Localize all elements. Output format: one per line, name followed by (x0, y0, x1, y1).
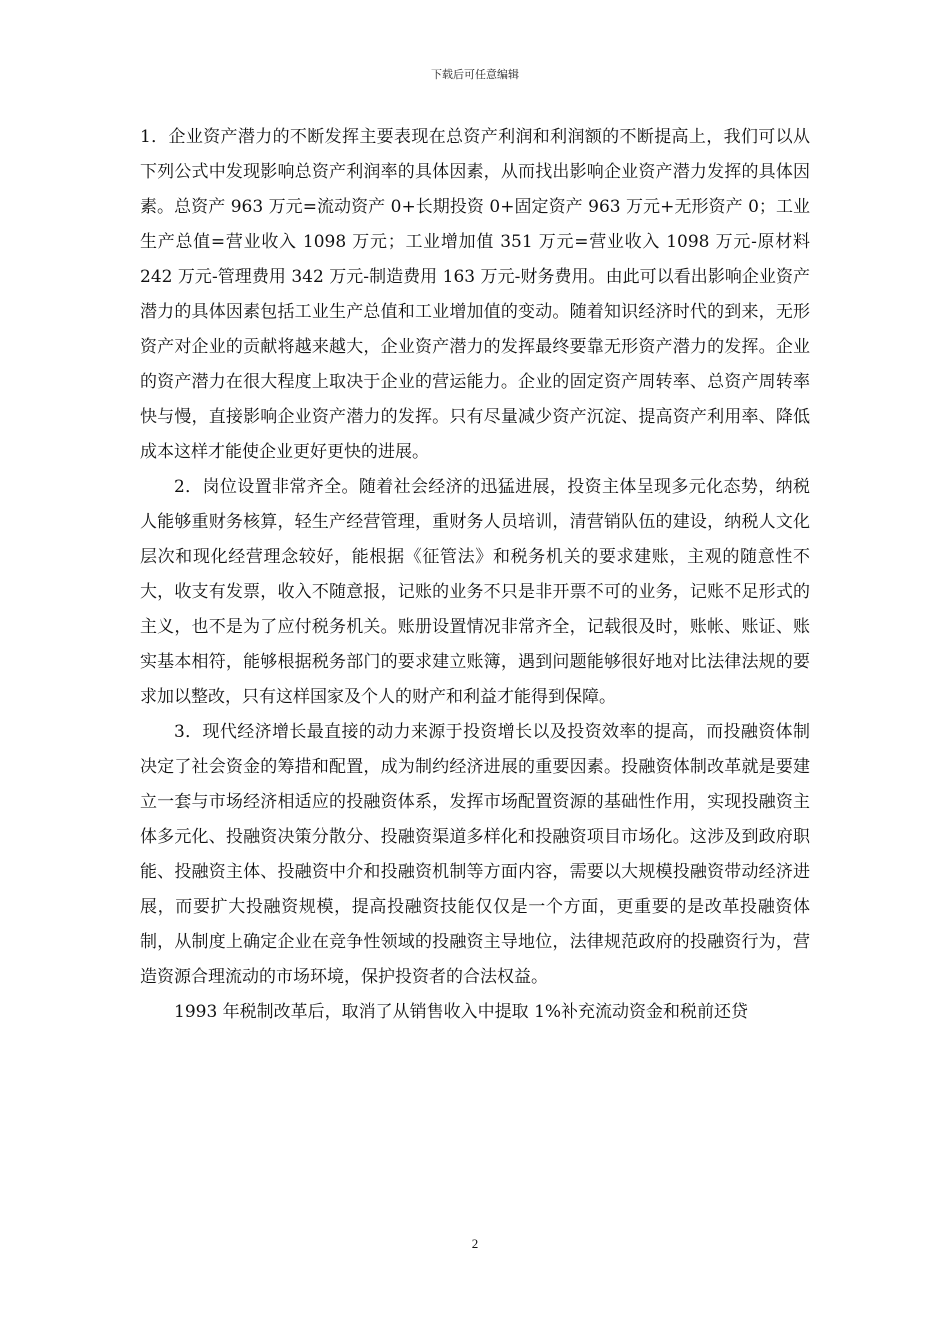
document-body (140, 120, 810, 1030)
page-header: 下载后可任意编辑 (431, 68, 519, 81)
paragraph-3: 3．现代经济增长最直接的动力来源于投资增长以及投资效率的提高，而投融资体制决定了社会资金的筹措和配置，成为制约经济进展的重要因素。投融资体制改革就是要建立一套与市场经济相适应的投融资体系，发挥市场配置资源的基础性作用，实现投融资主体多元化、投融资决策分散分、投融资渠道多样化和投融资项目市场化。这涉及到政府职能、投融资主体、投融资中介和投融资机制等方面内容，需要以大规模投融资带动经济进展，而要扩大投融资规模，提高投融资技能仅仅是一个方面，更重要的是改革投融资体制，从制度上确定企业在竞争性领域的投融资主导地位，法律规范政府的投融资行为，营造资源合理流动的市场环境，保护投资者的合法权益。 (140, 722, 810, 987)
paragraph-1: 1．企业资产潜力的不断发挥主要表现在总资产利润和利润额的不断提高上，我们可以从下列公式中发现影响总资产利润率的具体因素，从而找出影响企业资产潜力发挥的具体因素。总资产 963 万元=流动资产 0+长期投资 0+固定资产 963 万元+无形资产 0；工业生产总值=营业收入 1098 万元；工业增加值 351 万元=营业收入 1098 万元-原材料 242 万元-管理费用 342 万元-制造费用 163 万元-财务费用。由此可以看出影响企业资产潜力的具体因素包括工业生产总值和工业增加值的变动。随着知识经济时代的到来，无形资产对企业的贡献将越来越大，企业资产潜力的发挥最终要靠无形资产潜力的发挥。企业的资产潜力在很大程度上取决于企业的营运能力。企业的固定资产周转率、总资产周转率快与慢，直接影响企业资产潜力的发挥。只有尽量减少资产沉淀、提高资产利用率、降低成本这样才能使企业更好更快的进展。 (140, 127, 810, 462)
page-number: 2 (471, 1236, 479, 1251)
paragraph-2: 2．岗位设置非常齐全。随着社会经济的迅猛进展，投资主体呈现多元化态势，纳税人能够重财务核算，轻生产经营管理，重财务人员培训，清营销队伍的建设，纳税人文化层次和现化经营理念较好，能根据《征管法》和税务机关的要求建账，主观的随意性不大，收支有发票，收入不随意报，记账的业务不只是非开票不可的业务，记账不足形式的主义，也不是为了应付税务机关。账册设置情况非常齐全，记载很及时，账帐、账证、账实基本相符，能够根据税务部门的要求建立账簿，遇到问题能够很好地对比法律法规的要求加以整改，只有这样国家及个人的财产和利益才能得到保障。 (140, 477, 810, 707)
paragraph-4: 1993 年税制改革后，取消了从销售收入中提取 1%补充流动资金和税前还贷 (174, 1002, 749, 1022)
